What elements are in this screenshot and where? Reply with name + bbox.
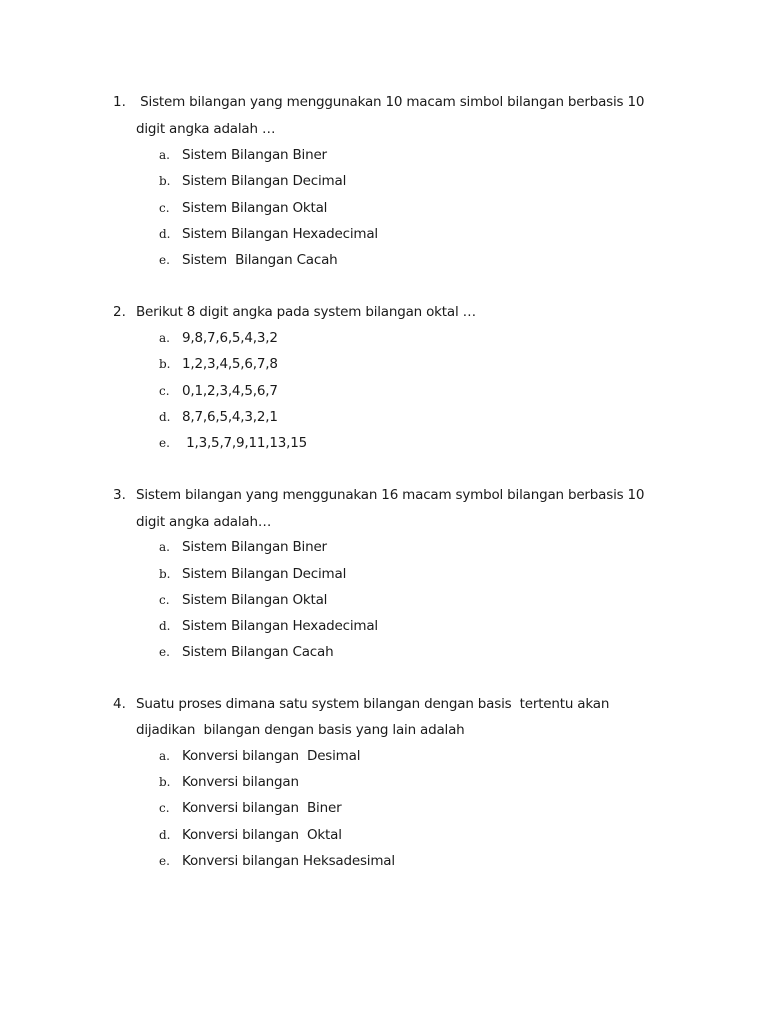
question-text-line: digit angka adalah … — [136, 121, 276, 137]
option-letter: d. — [159, 619, 171, 633]
option-letter: a. — [159, 749, 170, 763]
option-letter: e. — [159, 253, 170, 267]
option-text: Sistem Bilangan Hexadecimal — [182, 618, 378, 634]
option-text: 1,2,3,4,5,6,7,8 — [182, 356, 278, 372]
option-text: Sistem Bilangan Decimal — [182, 173, 347, 189]
option-text: 1,3,5,7,9,11,13,15 — [182, 435, 308, 451]
option-text: Konversi bilangan Desimal — [182, 748, 361, 764]
option-letter: d. — [159, 828, 171, 842]
option-text: Sistem Bilangan Hexadecimal — [182, 226, 378, 242]
option-text: 8,7,6,5,4,3,2,1 — [182, 409, 278, 425]
option-letter: c. — [159, 801, 170, 815]
option-letter: a. — [159, 148, 170, 162]
option-letter: b. — [159, 775, 171, 789]
question-text-line: Sistem bilangan yang menggunakan 10 macam simbol bilangan berbasis 10 — [132, 94, 645, 110]
option-letter: e. — [159, 854, 170, 868]
option-text: Konversi bilangan Heksadesimal — [182, 853, 395, 869]
option-text: Sistem Bilangan Oktal — [182, 200, 328, 216]
option-text: Konversi bilangan Biner — [182, 800, 342, 816]
option-text: Sistem Bilangan Decimal — [182, 566, 347, 582]
option-letter: c. — [159, 593, 170, 607]
option-text: Konversi bilangan — [182, 774, 299, 790]
question-text-line: Sistem bilangan yang menggunakan 16 macam symbol bilangan berbasis 10 — [136, 487, 645, 503]
option-letter: b. — [159, 174, 171, 188]
option-letter: a. — [159, 540, 170, 554]
question-number: 4. — [113, 696, 126, 712]
option-letter: e. — [159, 436, 170, 450]
option-text: Sistem Bilangan Biner — [182, 147, 327, 163]
question-number: 1. — [113, 94, 126, 110]
option-text: 9,8,7,6,5,4,3,2 — [182, 330, 278, 346]
option-letter: d. — [159, 410, 171, 424]
question-text-line: dijadikan bilangan dengan basis yang lain adalah — [136, 722, 465, 738]
option-letter: a. — [159, 331, 170, 345]
option-text: Sistem Bilangan Oktal — [182, 592, 328, 608]
option-text: Sistem Bilangan Cacah — [182, 252, 338, 268]
question-number: 3. — [113, 487, 126, 503]
option-letter: c. — [159, 384, 170, 398]
option-text: Konversi bilangan Oktal — [182, 827, 342, 843]
question-text-line: Berikut 8 digit angka pada system bilangan oktal … — [136, 304, 476, 320]
question-number: 2. — [113, 304, 126, 320]
option-text: Sistem Bilangan Cacah — [182, 644, 334, 660]
option-letter: b. — [159, 567, 171, 581]
option-letter: e. — [159, 645, 170, 659]
option-letter: c. — [159, 201, 170, 215]
option-text: 0,1,2,3,4,5,6,7 — [182, 383, 278, 399]
option-letter: b. — [159, 357, 171, 371]
option-letter: d. — [159, 227, 171, 241]
option-text: Sistem Bilangan Biner — [182, 539, 327, 555]
question-text-line: digit angka adalah… — [136, 514, 272, 530]
question-text-line: Suatu proses dimana satu system bilangan dengan basis tertentu akan — [136, 696, 610, 712]
